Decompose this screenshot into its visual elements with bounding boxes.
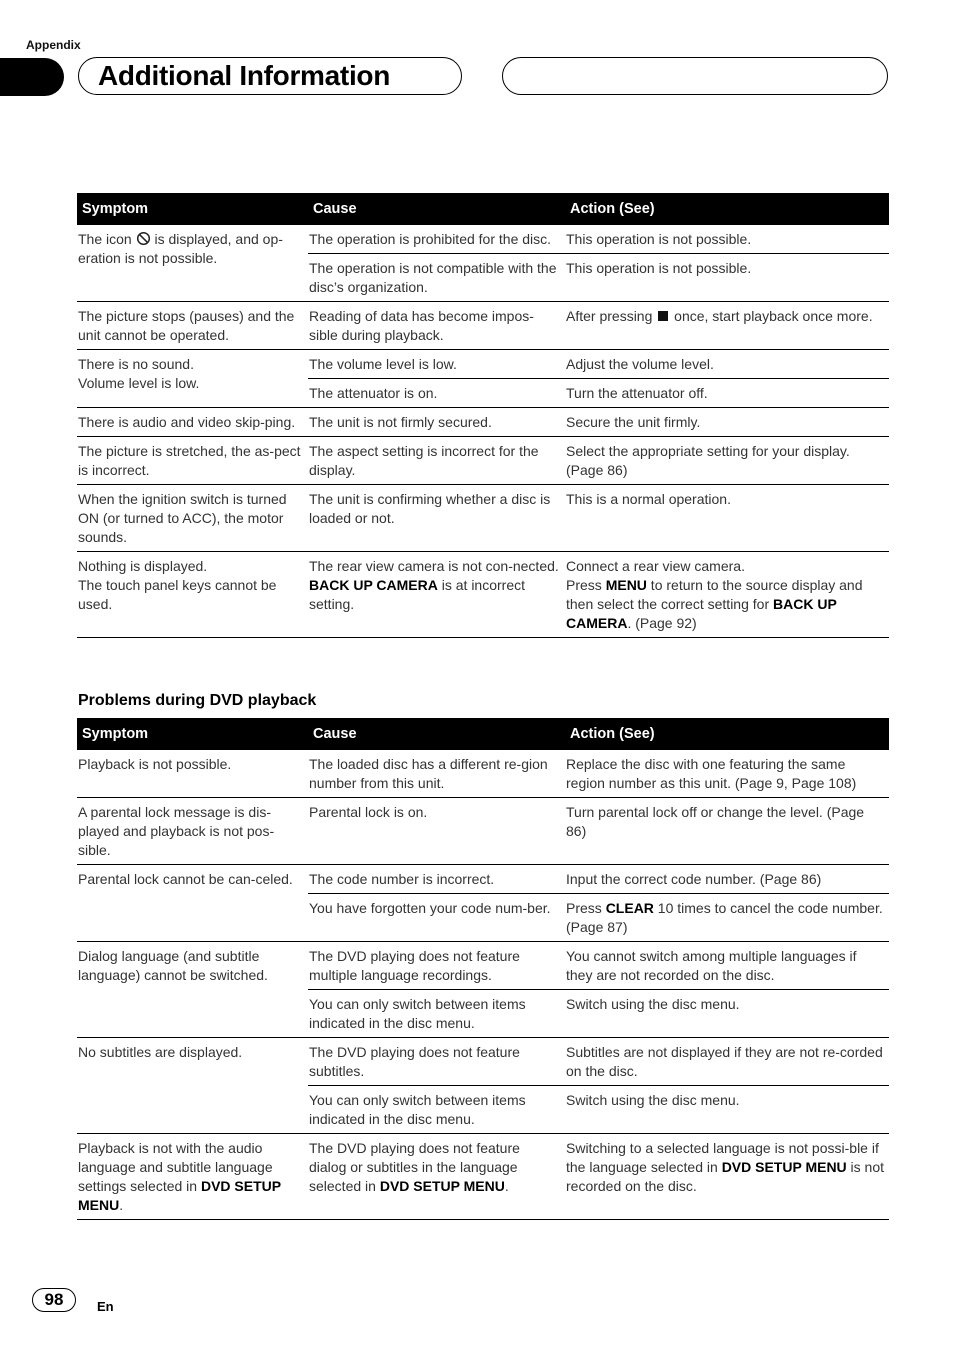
action-cell: Adjust the volume level. [565, 350, 889, 379]
action-cell: Switching to a selected language is not possi-ble if the language selected in DVD SETUP MENU is not recorded on the disc. [565, 1134, 889, 1220]
chapter-tab [0, 58, 64, 96]
table-row [77, 942, 889, 990]
cause-cell: The operation is prohibited for the disc. [308, 225, 565, 254]
cause-cell: The DVD playing does not feature subtitles. [308, 1038, 565, 1086]
action-cell: Connect a rear view camera. Press MENU to return to the source display and then select the correct setting for BACK UP CAMERA. (Page 92) [565, 552, 889, 638]
action-cell: Turn parental lock off or change the level. (Page 86) [565, 798, 889, 865]
dvd-troubleshooting-table [77, 718, 889, 1220]
troubleshooting-table [77, 193, 889, 638]
table-row [77, 485, 889, 552]
action-cell: Subtitles are not displayed if they are not re-corded on the disc. [565, 1038, 889, 1086]
table-row [77, 302, 889, 350]
cause-cell: The operation is not compatible with the disc’s organization. [308, 254, 565, 302]
table-header-row [77, 193, 889, 225]
language-label: En [97, 1299, 114, 1314]
header-action: Action (See) [565, 193, 889, 225]
symptom-cell: No subtitles are displayed. [77, 1038, 308, 1134]
cause-cell: The DVD playing does not feature dialog or subtitles in the language selected in DVD SETUP MENU. [308, 1134, 565, 1220]
header-symptom: Symptom [77, 193, 308, 225]
header-cause: Cause [308, 193, 565, 225]
header-symptom: Symptom [77, 718, 308, 750]
action-cell: This is a normal operation. [565, 485, 889, 552]
table-row [77, 798, 889, 865]
section-label: Appendix [26, 38, 81, 52]
table-row [77, 865, 889, 894]
symptom-cell: Playback is not possible. [77, 750, 308, 798]
symptom-cell: Playback is not with the audio language and subtitle language settings selected in DVD SETUP MENU. [77, 1134, 308, 1220]
action-cell: Switch using the disc menu. [565, 1086, 889, 1134]
cause-cell: Parental lock is on. [308, 798, 565, 865]
cause-cell: The DVD playing does not feature multiple language recordings. [308, 942, 565, 990]
symptom-cell: When the ignition switch is turned ON (or turned to ACC), the motor sounds. [77, 485, 308, 552]
symptom-cell: There is audio and video skip-ping. [77, 408, 308, 437]
table-row [77, 350, 889, 379]
section-heading: Problems during DVD playback [78, 692, 317, 709]
action-cell: This operation is not possible. [565, 225, 889, 254]
header-cause: Cause [308, 718, 565, 750]
stop-icon [658, 311, 668, 321]
cause-cell: You can only switch between items indicated in the disc menu. [308, 990, 565, 1038]
action-cell: Press CLEAR 10 times to cancel the code number. (Page 87) [565, 894, 889, 942]
table-header-row [77, 718, 889, 750]
table-row [77, 1038, 889, 1086]
cause-cell: The loaded disc has a different re-gion number from this unit. [308, 750, 565, 798]
cause-cell: Reading of data has become impos-sible during playback. [308, 302, 565, 350]
symptom-cell: A parental lock message is dis-played and playback is not pos-sible. [77, 798, 308, 865]
cause-cell: The volume level is low. [308, 350, 565, 379]
symptom-cell: There is no sound. Volume level is low. [77, 350, 308, 408]
header-action: Action (See) [565, 718, 889, 750]
action-cell: Select the appropriate setting for your display. (Page 86) [565, 437, 889, 485]
cause-cell: The unit is not firmly secured. [308, 408, 565, 437]
action-cell: Replace the disc with one featuring the same region number as this unit. (Page 9, Page 108) [565, 750, 889, 798]
cause-cell: The rear view camera is not con-nected. BACK UP CAMERA is at incorrect setting. [308, 552, 565, 638]
cause-cell: The code number is incorrect. [308, 865, 565, 894]
symptom-cell: The picture stops (pauses) and the unit cannot be operated. [77, 302, 308, 350]
symptom-cell: The icon is displayed, and op-eration is not possible. [77, 225, 308, 302]
page-title: Additional Information [78, 57, 462, 95]
table-row [77, 437, 889, 485]
table-row [77, 750, 889, 798]
symptom-cell: Parental lock cannot be can-celed. [77, 865, 308, 942]
action-cell: After pressing once, start playback once more. [565, 302, 889, 350]
action-cell: Turn the attenuator off. [565, 379, 889, 408]
action-cell: Secure the unit firmly. [565, 408, 889, 437]
cause-cell: The unit is confirming whether a disc is loaded or not. [308, 485, 565, 552]
table-row [77, 225, 889, 254]
symptom-cell: The picture is stretched, the as-pect is incorrect. [77, 437, 308, 485]
prohibited-icon [136, 231, 151, 246]
cause-cell: The attenuator is on. [308, 379, 565, 408]
cause-cell: You can only switch between items indicated in the disc menu. [308, 1086, 565, 1134]
action-cell: Input the correct code number. (Page 86) [565, 865, 889, 894]
action-cell: Switch using the disc menu. [565, 990, 889, 1038]
cause-cell: You have forgotten your code num-ber. [308, 894, 565, 942]
page-number: 98 [32, 1288, 76, 1312]
action-cell: You cannot switch among multiple languages if they are not recorded on the disc. [565, 942, 889, 990]
table-row [77, 1134, 889, 1220]
symptom-cell: Dialog language (and subtitle language) cannot be switched. [77, 942, 308, 1038]
action-cell: This operation is not possible. [565, 254, 889, 302]
title-frame [502, 57, 888, 95]
symptom-cell: Nothing is displayed. The touch panel keys cannot be used. [77, 552, 308, 638]
table-row [77, 552, 889, 638]
cause-cell: The aspect setting is incorrect for the display. [308, 437, 565, 485]
table-row [77, 408, 889, 437]
